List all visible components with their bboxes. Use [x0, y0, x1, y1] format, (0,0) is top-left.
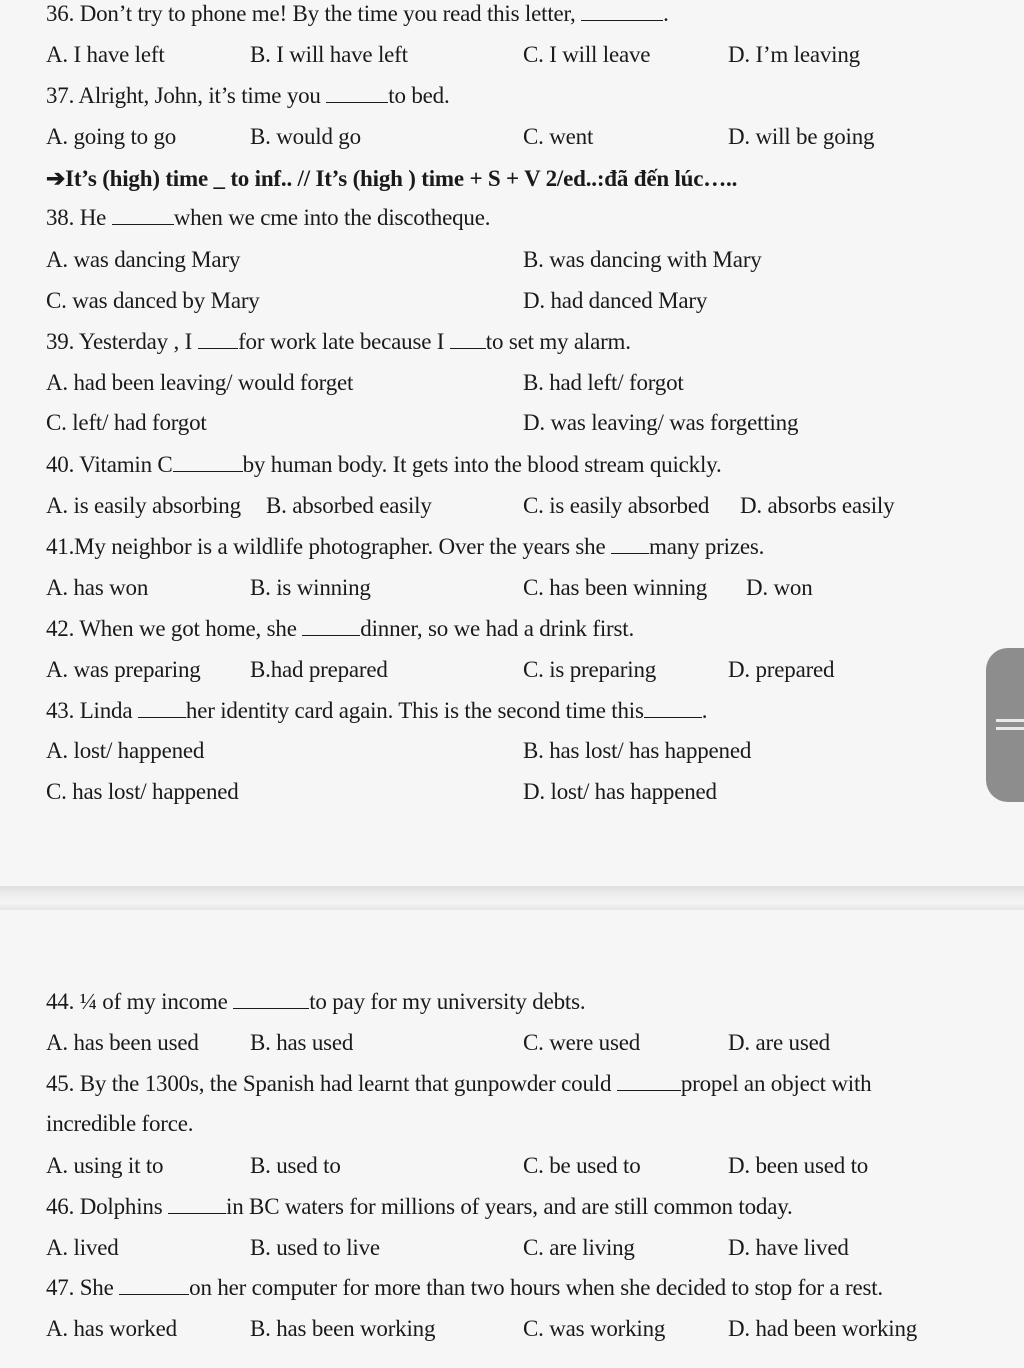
q42-option-b[interactable]: B.had prepared [250, 657, 388, 682]
q41-stem-end: many prizes. [649, 534, 765, 559]
q43-option-a[interactable]: A. lost/ happened [46, 738, 205, 763]
q39-option-c[interactable]: C. left/ had forgot [46, 410, 207, 435]
question-38-stem [46, 204, 490, 232]
question-40-stem [46, 451, 722, 479]
q37-option-c[interactable]: C. went [523, 124, 594, 149]
q37-option-b[interactable]: B. would go [250, 124, 361, 149]
answer-blank [119, 1274, 189, 1295]
q36-option-a[interactable]: A. I have left [46, 42, 165, 67]
menu-lines-icon-bar [996, 727, 1024, 730]
q44-option-d[interactable]: D. are used [728, 1030, 830, 1055]
answer-blank-1 [138, 697, 186, 718]
q36-option-c[interactable]: C. I will leave [523, 42, 651, 67]
q40-option-a[interactable]: A. is easily absorbing [46, 493, 241, 518]
q39-option-d[interactable]: D. was leaving/ was forgetting [523, 410, 799, 435]
q46-option-c[interactable]: C. are living [523, 1235, 635, 1260]
question-36-stem [46, 0, 669, 28]
q37-option-d[interactable]: D. will be going [728, 124, 875, 149]
question-46-stem [46, 1193, 793, 1221]
q43-stem-text: 43. Linda [46, 698, 133, 723]
question-41-stem [46, 533, 764, 561]
answer-blank-1 [198, 328, 238, 349]
answer-blank-2 [450, 328, 486, 349]
q42-option-a[interactable]: A. was preparing [46, 657, 201, 682]
q46-option-a[interactable]: A. lived [46, 1235, 119, 1260]
q45-stem-end: propel an object with [680, 1071, 872, 1096]
q46-stem-end: in BC waters for millions of years, and are still common today. [226, 1194, 793, 1219]
q36-stem-end: . [663, 1, 669, 26]
q37-option-a[interactable]: A. going to go [46, 124, 177, 149]
q42-stem-text: 42. When we got home, she [46, 616, 297, 641]
q39-option-a[interactable]: A. had been leaving/ would forget [46, 370, 354, 395]
answer-blank [617, 1070, 681, 1091]
side-scroll-handle[interactable] [986, 648, 1024, 802]
q36-option-d[interactable]: D. I’m leaving [728, 42, 860, 67]
q41-option-d[interactable]: D. won [746, 575, 813, 600]
question-43-stem [46, 697, 707, 725]
question-45-stem [46, 1070, 871, 1098]
q41-option-c[interactable]: C. has been winning [523, 575, 708, 600]
question-42-stem [46, 615, 634, 643]
q45-option-c[interactable]: C. be used to [523, 1153, 641, 1178]
answer-blank [326, 82, 388, 103]
q43-option-c[interactable]: C. has lost/ happened [46, 779, 239, 804]
q46-option-d[interactable]: D. have lived [728, 1235, 849, 1260]
q39-stem-text: 39. Yesterday , I [46, 329, 193, 354]
q47-option-c[interactable]: C. was working [523, 1316, 666, 1341]
q39-stem-end: to set my alarm. [485, 329, 631, 354]
q38-option-a[interactable]: A. was dancing Mary [46, 247, 241, 272]
q43-option-d[interactable]: D. lost/ has happened [523, 779, 717, 804]
answer-blank [168, 1193, 226, 1214]
q45-option-b[interactable]: B. used to [250, 1153, 341, 1178]
question-37-stem [46, 82, 450, 110]
q38-option-c[interactable]: C. was danced by Mary [46, 288, 260, 313]
answer-blank [302, 615, 360, 636]
q38-option-b[interactable]: B. was dancing with Mary [523, 247, 762, 272]
answer-blank [233, 988, 309, 1009]
q37-stem-text: 37. Alright, John, it’s time you [46, 83, 321, 108]
q42-stem-end: dinner, so we had a drink first. [360, 616, 635, 641]
q47-option-b[interactable]: B. has been working [250, 1316, 436, 1341]
answer-blank [611, 533, 649, 554]
q45-stem-text: 45. By the 1300s, the Spanish had learnt that gunpowder could [46, 1071, 612, 1096]
q42-option-c[interactable]: C. is preparing [523, 657, 657, 682]
answer-blank [112, 204, 174, 225]
q39-option-b[interactable]: B. had left/ forgot [523, 370, 684, 395]
question-45-stem-continued: incredible force. [46, 1111, 194, 1136]
question-39-stem [46, 328, 631, 356]
q44-option-c[interactable]: C. were used [523, 1030, 641, 1055]
q41-option-a[interactable]: A. has won [46, 575, 149, 600]
q37-stem-end: to bed. [388, 83, 450, 108]
q46-option-b[interactable]: B. used to live [250, 1235, 380, 1260]
q47-stem-end: on her computer for more than two hours when she decided to stop for a rest. [189, 1275, 883, 1300]
q41-option-b[interactable]: B. is winning [250, 575, 371, 600]
question-44-stem [46, 988, 585, 1016]
page-section-lower [0, 910, 1024, 1368]
q38-option-d[interactable]: D. had danced Mary [523, 288, 708, 313]
q42-option-d[interactable]: D. prepared [728, 657, 835, 682]
q43-stem-mid: her identity card again. This is the second time this [185, 698, 644, 723]
q40-stem-end: by human body. It gets into the blood stream quickly. [242, 452, 722, 477]
q44-option-a[interactable]: A. has been used [46, 1030, 199, 1055]
q45-option-d[interactable]: D. been used to [728, 1153, 869, 1178]
q47-option-d[interactable]: D. had been working [728, 1316, 918, 1341]
q36-option-b[interactable]: B. I will have left [250, 42, 408, 67]
q40-option-b[interactable]: B. absorbed easily [266, 493, 432, 518]
q38-stem-text: 38. He [46, 205, 107, 230]
q44-stem-end: to pay for my university debts. [309, 989, 586, 1014]
q44-option-b[interactable]: B. has used [250, 1030, 354, 1055]
q44-stem-text: 44. ¼ of my income [46, 989, 228, 1014]
q47-option-a[interactable]: A. has worked [46, 1316, 177, 1341]
menu-lines-icon [996, 719, 1024, 722]
q46-stem-text: 46. Dolphins [46, 1194, 163, 1219]
grammar-note: ➔It’s (high) time _ to inf.. // It’s (high ) time + S + V 2/ed..:đã đến lúc….. [46, 166, 738, 191]
q41-stem-text: 41.My neighbor is a wildlife photographer. Over the years she [46, 534, 606, 559]
answer-blank [581, 0, 663, 21]
q40-option-d[interactable]: D. absorbs easily [740, 493, 895, 518]
q43-stem-end: . [701, 698, 708, 723]
answer-blank [173, 451, 243, 472]
q43-option-b[interactable]: B. has lost/ has happened [523, 738, 752, 763]
q40-option-c[interactable]: C. is easily absorbed [523, 493, 710, 518]
q39-stem-mid: for work late because I [238, 329, 445, 354]
page-break-divider [0, 886, 1024, 910]
q40-stem-text: 40. Vitamin C [46, 452, 173, 477]
q47-stem-text: 47. She [46, 1275, 114, 1300]
q38-stem-end: when we cme into the discotheque. [173, 205, 491, 230]
question-47-stem [46, 1274, 883, 1302]
answer-blank-2 [644, 697, 702, 718]
q45-option-a[interactable]: A. using it to [46, 1153, 164, 1178]
q36-stem-text: 36. Don’t try to phone me! By the time you read this letter, [46, 1, 576, 26]
